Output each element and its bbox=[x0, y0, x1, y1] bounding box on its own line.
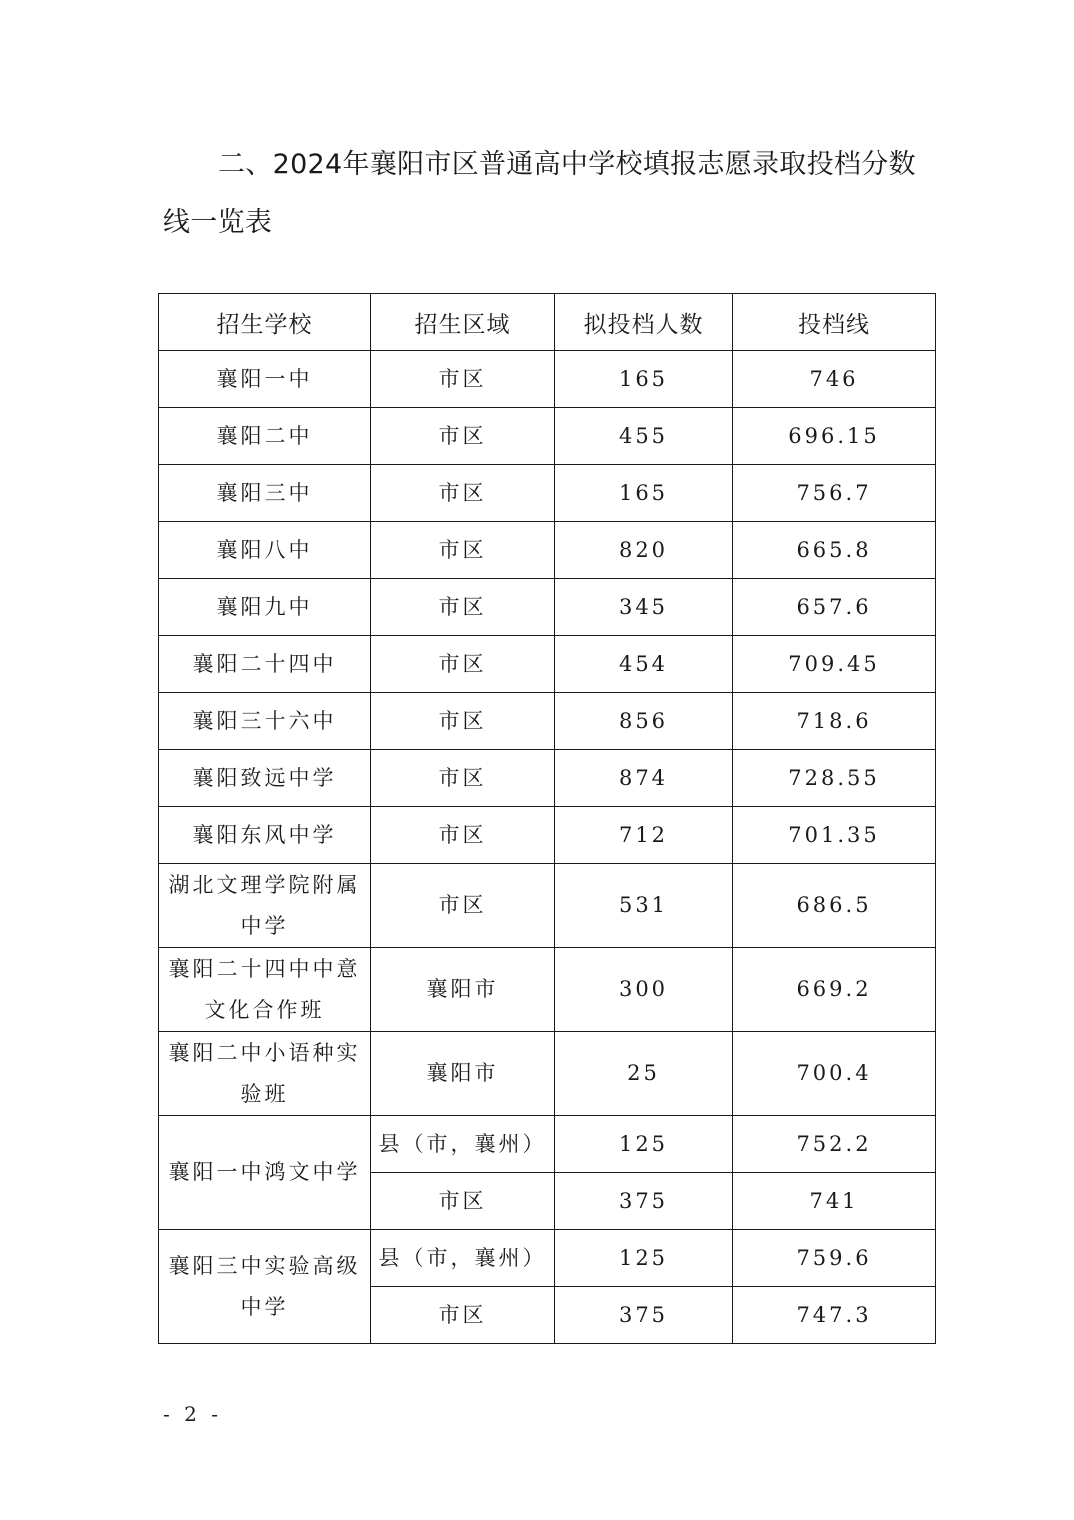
score-cell: 752.2 bbox=[733, 1116, 936, 1173]
table-row bbox=[159, 522, 936, 579]
school-cell: 襄阳三中实验高级中学 bbox=[159, 1230, 371, 1344]
score-cell: 718.6 bbox=[733, 693, 936, 750]
header-score: 投档线 bbox=[733, 294, 936, 351]
school-cell: 襄阳一中鸿文中学 bbox=[159, 1116, 371, 1230]
region-cell: 市区 bbox=[371, 465, 555, 522]
count-cell: 125 bbox=[555, 1230, 733, 1287]
table-header-row bbox=[159, 294, 936, 351]
school-cell: 湖北文理学院附属中学 bbox=[159, 864, 371, 948]
school-cell: 襄阳一中 bbox=[159, 351, 371, 408]
table-row bbox=[159, 1116, 936, 1173]
region-cell: 县（市，襄州） bbox=[371, 1116, 555, 1173]
count-cell: 165 bbox=[555, 465, 733, 522]
table-row bbox=[159, 693, 936, 750]
school-cell: 襄阳致远中学 bbox=[159, 750, 371, 807]
count-cell: 25 bbox=[555, 1032, 733, 1116]
count-cell: 874 bbox=[555, 750, 733, 807]
page-number: - 2 - bbox=[163, 1402, 222, 1426]
school-cell: 襄阳东风中学 bbox=[159, 807, 371, 864]
region-cell: 市区 bbox=[371, 693, 555, 750]
score-cell: 657.6 bbox=[733, 579, 936, 636]
table-row bbox=[159, 1032, 936, 1116]
table-row bbox=[159, 408, 936, 465]
header-region: 招生区域 bbox=[371, 294, 555, 351]
score-cell: 728.55 bbox=[733, 750, 936, 807]
score-cell: 741 bbox=[733, 1173, 936, 1230]
score-cell: 746 bbox=[733, 351, 936, 408]
school-cell: 襄阳三中 bbox=[159, 465, 371, 522]
school-cell: 襄阳二中 bbox=[159, 408, 371, 465]
table-row bbox=[159, 636, 936, 693]
table-row bbox=[159, 1230, 936, 1287]
region-cell: 市区 bbox=[371, 1173, 555, 1230]
score-cell: 756.7 bbox=[733, 465, 936, 522]
count-cell: 375 bbox=[555, 1173, 733, 1230]
score-cell: 686.5 bbox=[733, 864, 936, 948]
score-cell: 759.6 bbox=[733, 1230, 936, 1287]
count-cell: 125 bbox=[555, 1116, 733, 1173]
count-cell: 531 bbox=[555, 864, 733, 948]
header-count: 拟投档人数 bbox=[555, 294, 733, 351]
school-cell: 襄阳九中 bbox=[159, 579, 371, 636]
score-cell: 696.15 bbox=[733, 408, 936, 465]
admission-score-table bbox=[158, 293, 936, 1344]
count-cell: 454 bbox=[555, 636, 733, 693]
score-cell: 665.8 bbox=[733, 522, 936, 579]
score-cell: 700.4 bbox=[733, 1032, 936, 1116]
count-cell: 820 bbox=[555, 522, 733, 579]
region-cell: 襄阳市 bbox=[371, 948, 555, 1032]
region-cell: 市区 bbox=[371, 579, 555, 636]
region-cell: 市区 bbox=[371, 750, 555, 807]
table-row bbox=[159, 465, 936, 522]
table-row bbox=[159, 807, 936, 864]
count-cell: 345 bbox=[555, 579, 733, 636]
region-cell: 襄阳市 bbox=[371, 1032, 555, 1116]
region-cell: 市区 bbox=[371, 522, 555, 579]
school-cell: 襄阳二十四中 bbox=[159, 636, 371, 693]
region-cell: 市区 bbox=[371, 408, 555, 465]
school-cell: 襄阳三十六中 bbox=[159, 693, 371, 750]
count-cell: 165 bbox=[555, 351, 733, 408]
table-row bbox=[159, 864, 936, 948]
score-cell: 669.2 bbox=[733, 948, 936, 1032]
table-row bbox=[159, 948, 936, 1032]
score-cell: 709.45 bbox=[733, 636, 936, 693]
count-cell: 300 bbox=[555, 948, 733, 1032]
page-title: 二、2024年襄阳市区普通高中学校填报志愿录取投档分数线一览表 bbox=[163, 149, 916, 238]
table-row bbox=[159, 351, 936, 408]
count-cell: 856 bbox=[555, 693, 733, 750]
table-row bbox=[159, 579, 936, 636]
region-cell: 市区 bbox=[371, 1287, 555, 1344]
count-cell: 712 bbox=[555, 807, 733, 864]
score-cell: 747.3 bbox=[733, 1287, 936, 1344]
region-cell: 市区 bbox=[371, 636, 555, 693]
header-school: 招生学校 bbox=[159, 294, 371, 351]
region-cell: 市区 bbox=[371, 351, 555, 408]
region-cell: 县（市，襄州） bbox=[371, 1230, 555, 1287]
score-cell: 701.35 bbox=[733, 807, 936, 864]
region-cell: 市区 bbox=[371, 864, 555, 948]
school-cell: 襄阳二十四中中意文化合作班 bbox=[159, 948, 371, 1032]
school-cell: 襄阳二中小语种实验班 bbox=[159, 1032, 371, 1116]
school-cell: 襄阳八中 bbox=[159, 522, 371, 579]
table-row bbox=[159, 750, 936, 807]
count-cell: 455 bbox=[555, 408, 733, 465]
region-cell: 市区 bbox=[371, 807, 555, 864]
count-cell: 375 bbox=[555, 1287, 733, 1344]
